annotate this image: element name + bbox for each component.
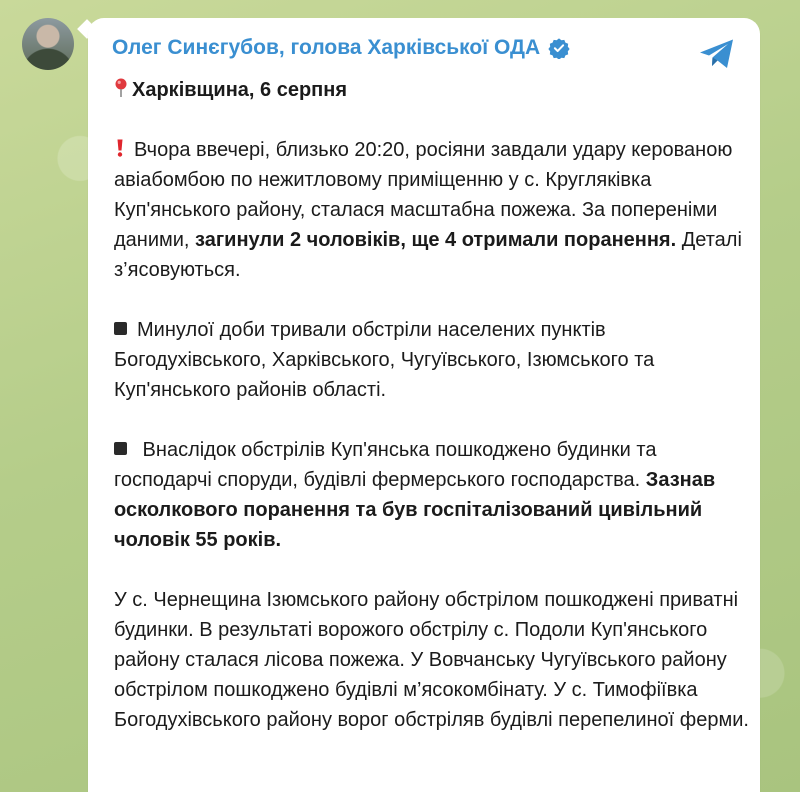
verified-badge-icon (548, 37, 570, 59)
message-header (112, 36, 570, 60)
paragraph-3-bold: Зазнав осколкового поранення та був госпіталізований цивільний чоловік 55 років. (114, 469, 716, 551)
paragraph-4-text: У с. Чернещина Ізюмського району обстрілом пошкоджені приватні будинки. В результаті ворожого обстрілу с. Подоли Куп'янського району сталася лісова пожежа. У Вовчанську Чугуївського району обстрілом пошкоджено будівлі м’ясокомбінату. У с. Тимофіївка Богодухівського району ворог обстріляв будівлі перепелиної ферми. (114, 589, 749, 731)
message-bubble (88, 18, 760, 792)
paragraph-1-text-end: Деталі з’ясовуються. (114, 229, 742, 281)
headline-text: Харківщина, 6 серпня (132, 79, 347, 101)
red-exclamation-icon (114, 137, 126, 157)
round-pushpin-icon (114, 77, 128, 97)
paragraph-4 (114, 585, 754, 735)
post-headline (114, 75, 754, 105)
message-text (114, 75, 754, 765)
paragraph-2-text: Минулої доби тривали обстріли населених пунктів Богодухівського, Харківського, Чугуївського, Ізюмського та Куп'янського районів області. (114, 319, 655, 401)
paragraph-3 (114, 435, 754, 555)
paragraph-1-text: Вчора ввечері, близько 20:20, росіяни завдали удару керованою авіабомбою по нежитловому приміщенню у с. Кругляківка Куп'янського району, сталася масштабна пожежа. За попереніми даними, (114, 139, 733, 251)
black-square-icon (114, 322, 127, 335)
avatar[interactable] (22, 18, 74, 70)
paragraph-2 (114, 315, 754, 405)
paragraph-1 (114, 135, 754, 285)
telegram-share-icon[interactable] (695, 32, 739, 76)
black-square-icon (114, 442, 127, 455)
paragraph-3-text: Внаслідок обстрілів Куп'янська пошкоджено будинки та господарчі споруди, будівлі фермерського господарства. (114, 439, 657, 491)
author-name[interactable]: Олег Синєгубов, голова Харківської ОДА (112, 36, 541, 59)
paragraph-1-bold: загинули 2 чоловіків, ще 4 отримали поранення. (195, 229, 677, 251)
